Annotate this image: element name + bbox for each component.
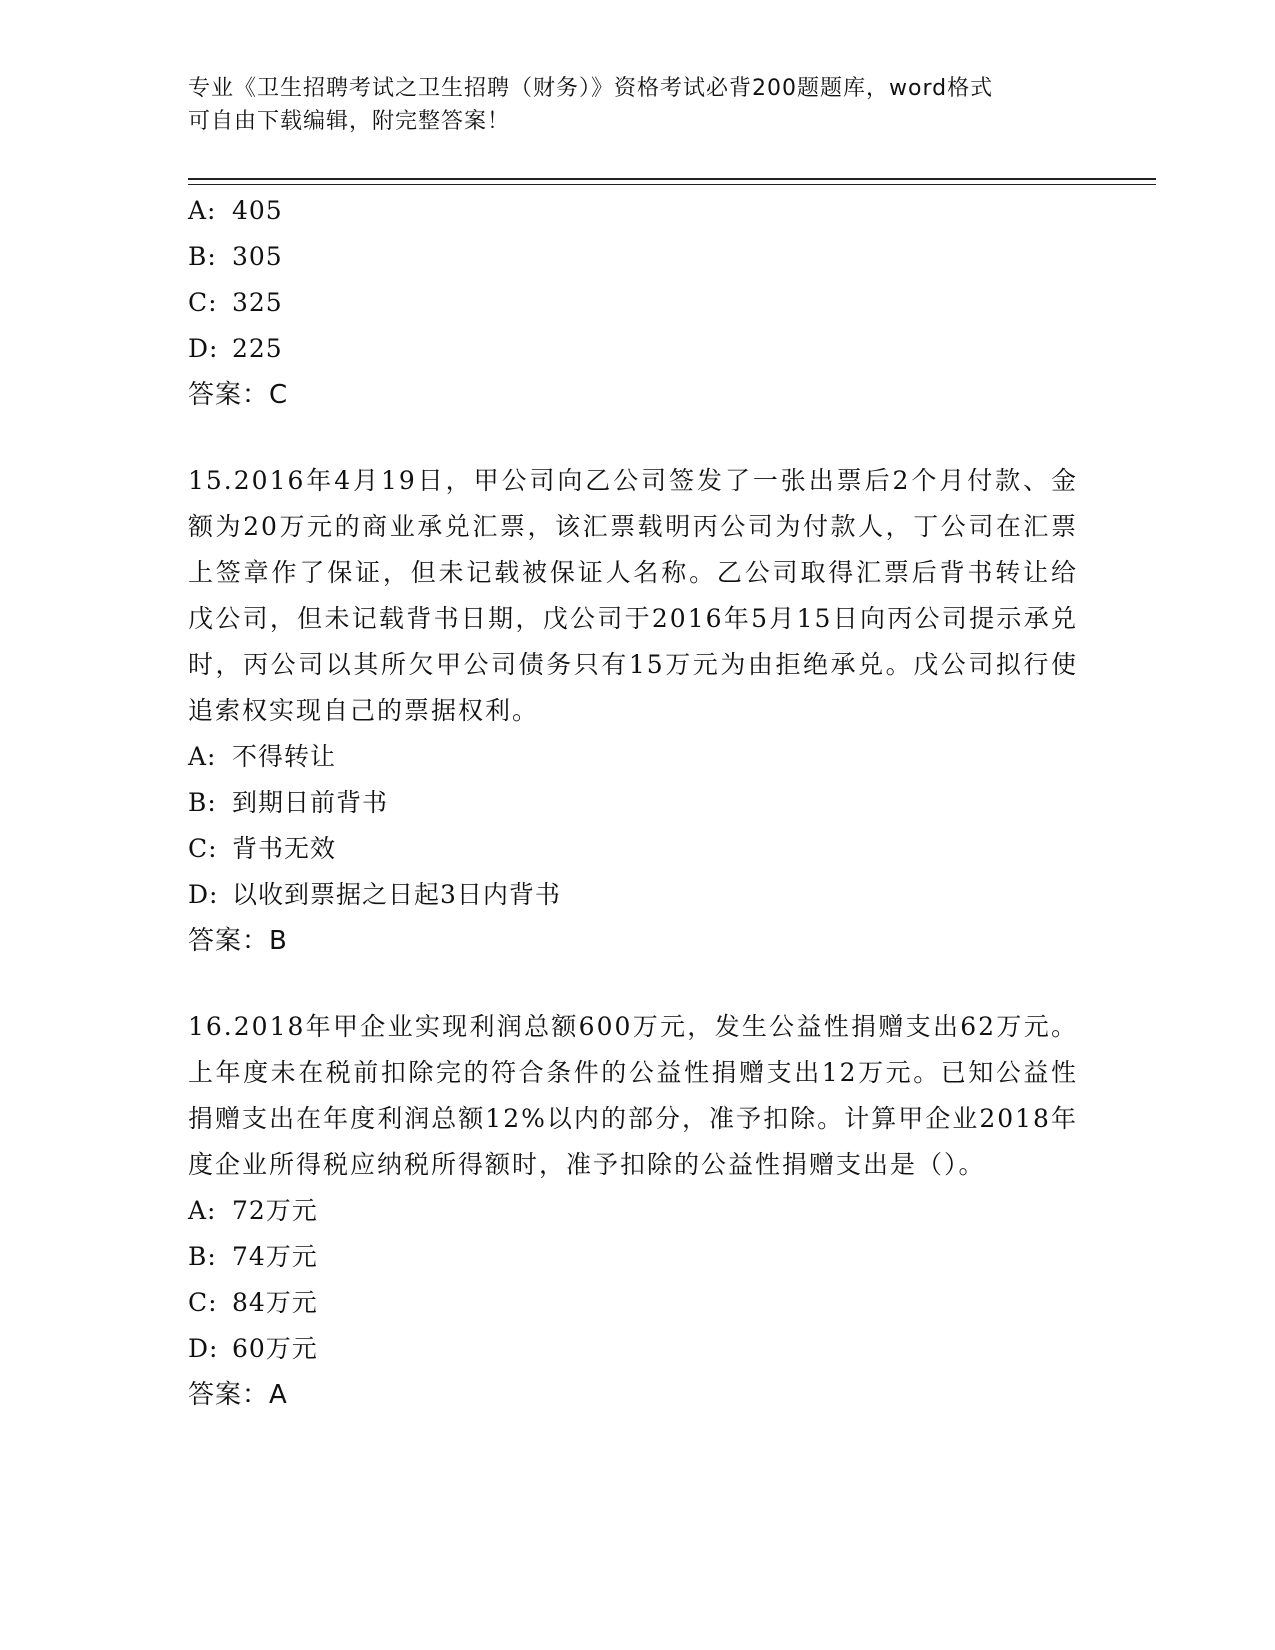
option-b: B: 305 [188,242,283,271]
option-c: C: 背书无效 [188,834,337,863]
option-d: D: 225 [188,334,283,363]
option-b: B: 74万元 [188,1242,318,1271]
option-c: C: 325 [188,288,283,317]
question-14 [188,188,1088,418]
answer: 答案：A [188,1380,288,1410]
header-rule-thin [188,184,1156,185]
option-d: D: 以收到票据之日起3日内背书 [188,880,561,909]
answer: 答案：B [188,926,288,956]
question-15 [188,458,1088,964]
header-line-2: 可自由下载编辑，附完整答案！ [188,109,511,134]
option-d: D: 60万元 [188,1334,318,1363]
option-b: B: 到期日前背书 [188,788,389,817]
option-c: C: 84万元 [188,1288,318,1317]
question-text: 16.2018年甲企业实现利润总额600万元，发生公益性捐赠支出62万元。上年度未在税前扣除完的符合条件的公益性捐赠支出12万元。已知公益性捐赠支出在年度利润总额12%以内的部分，准予扣除。计算甲企业2018年度企业所得税应纳税所得额时，准予扣除的公益性捐赠支出是（）。 [188,1012,1078,1179]
question-list [188,188,1088,1418]
header-line-1: 专业《卫生招聘考试之卫生招聘（财务）》资格考试必背200题题库，word格式 [188,76,994,101]
option-a: A: 不得转让 [188,742,337,771]
question-16 [188,1004,1088,1418]
header-rule-thick [188,178,1156,180]
question-text: 15.2016年4月19日，甲公司向乙公司签发了一张出票后2个月付款、金额为20万元的商业承兑汇票，该汇票载明丙公司为付款人，丁公司在汇票上签章作了保证，但未记载被保证人名称。乙公司取得汇票后背书转让给戊公司，但未记载背书日期，戊公司于2016年5月15日向丙公司提示承兑时，丙公司以其所欠甲公司债务只有15万元为由拒绝承兑。戊公司拟行使追索权实现自己的票据权利。 [188,466,1078,725]
option-a: A: 72万元 [188,1196,318,1225]
option-a: A: 405 [188,196,283,225]
answer: 答案：C [188,380,289,410]
document-header [188,72,1088,138]
